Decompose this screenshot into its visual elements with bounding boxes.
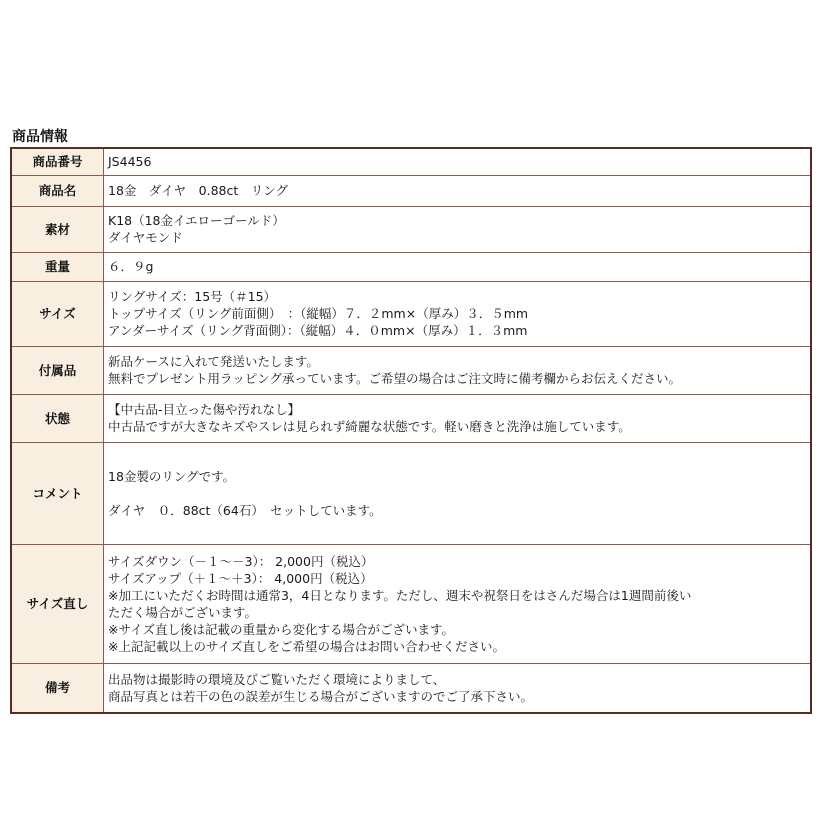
table-row-accessories: [11, 346, 811, 394]
table-row-notes: [11, 663, 811, 713]
product-info-table: [10, 147, 812, 714]
table-row-condition: [11, 394, 811, 442]
row-value: [104, 346, 812, 394]
row-value: [104, 394, 812, 442]
table-row-comment: [11, 442, 811, 544]
row-value: [104, 544, 812, 663]
comment-line: 18金製のリングです。: [108, 468, 236, 484]
row-value: [104, 206, 812, 252]
value-line: ※サイズ直し後は記載の重量から変化する場合がございます。: [108, 621, 454, 637]
value-line: ※加工にいただくお時間は通常3，4日となります。ただし、週末や祝祭日をはさんだ場合は1週間前後い: [108, 587, 692, 603]
table-row-product-name: [11, 175, 811, 206]
value-line: トップサイズ（リング前面側） ：（縦幅）７．２mm×（厚み）３．５mm: [108, 306, 529, 321]
table-row-size-adjustment: [11, 544, 811, 663]
row-value: [104, 252, 812, 281]
value-line: 出品物は撮影時の環境及びご覧いただく環境によりまして、: [108, 671, 446, 687]
value-line: 中古品ですが大きなキズやスレは見られず綺麗な状態です。軽い磨きと洗浄は施しています。: [108, 419, 631, 434]
value-line: 無料でプレゼント用ラッピング承っています。ご希望の場合はご注文時に備考欄からお伝えください。: [108, 371, 682, 386]
row-label: 状態: [11, 394, 104, 442]
row-value: [104, 281, 812, 346]
value-line: リングサイズ：15号（＃15）: [108, 289, 277, 304]
product-name-value: 18金 ダイヤ 0.88ct リング: [108, 183, 289, 198]
row-label: 付属品: [11, 346, 104, 394]
row-value: [104, 148, 812, 175]
row-label: 商品番号: [11, 148, 104, 175]
row-label: サイズ直し: [11, 544, 104, 663]
row-value: [104, 442, 812, 544]
table-row-weight: [11, 252, 811, 281]
value-line: 【中古品-目立った傷や汚れなし】: [108, 402, 301, 417]
row-label: 備考: [11, 663, 104, 713]
row-label: 重量: [11, 252, 104, 281]
section-title: 商品情報: [12, 129, 68, 145]
row-label: コメント: [11, 442, 104, 544]
row-label: サイズ: [11, 281, 104, 346]
value-line: ※上記記載以上のサイズ直しをご希望の場合はお問い合わせください。: [108, 638, 505, 654]
value-line: 商品写真とは若干の色の誤差が生じる場合がございますのでご了承下さい。: [108, 688, 534, 704]
product-number-value: JS4456: [108, 154, 152, 170]
row-value: [104, 663, 812, 713]
value-line: ただく場合がございます。: [108, 604, 258, 620]
value-line: サイズダウン（－１～－3）： 2,000円（税込）: [108, 553, 374, 569]
value-line: ダイヤモンド: [108, 230, 183, 245]
row-label: 素材: [11, 206, 104, 252]
table-row-product-number: [11, 148, 811, 175]
value-line: K18（18金イエローゴールド）: [108, 213, 285, 228]
row-value: [104, 175, 812, 206]
table-row-material: [11, 206, 811, 252]
value-line: アンダーサイズ（リング背面側）：（縦幅）４．０mm×（厚み）１．３mm: [108, 323, 528, 338]
comment-spacer: [108, 485, 804, 502]
comment-line: ダイヤ ０．88ct（64石） セットしています。: [108, 502, 382, 518]
row-label: 商品名: [11, 175, 104, 206]
table-row-size: [11, 281, 811, 346]
value-line: 新品ケースに入れて発送いたします。: [108, 354, 319, 369]
value-line: サイズアップ（＋１～＋3）： 4,000円（税込）: [108, 570, 373, 586]
weight-value: ６．９g: [108, 259, 154, 274]
